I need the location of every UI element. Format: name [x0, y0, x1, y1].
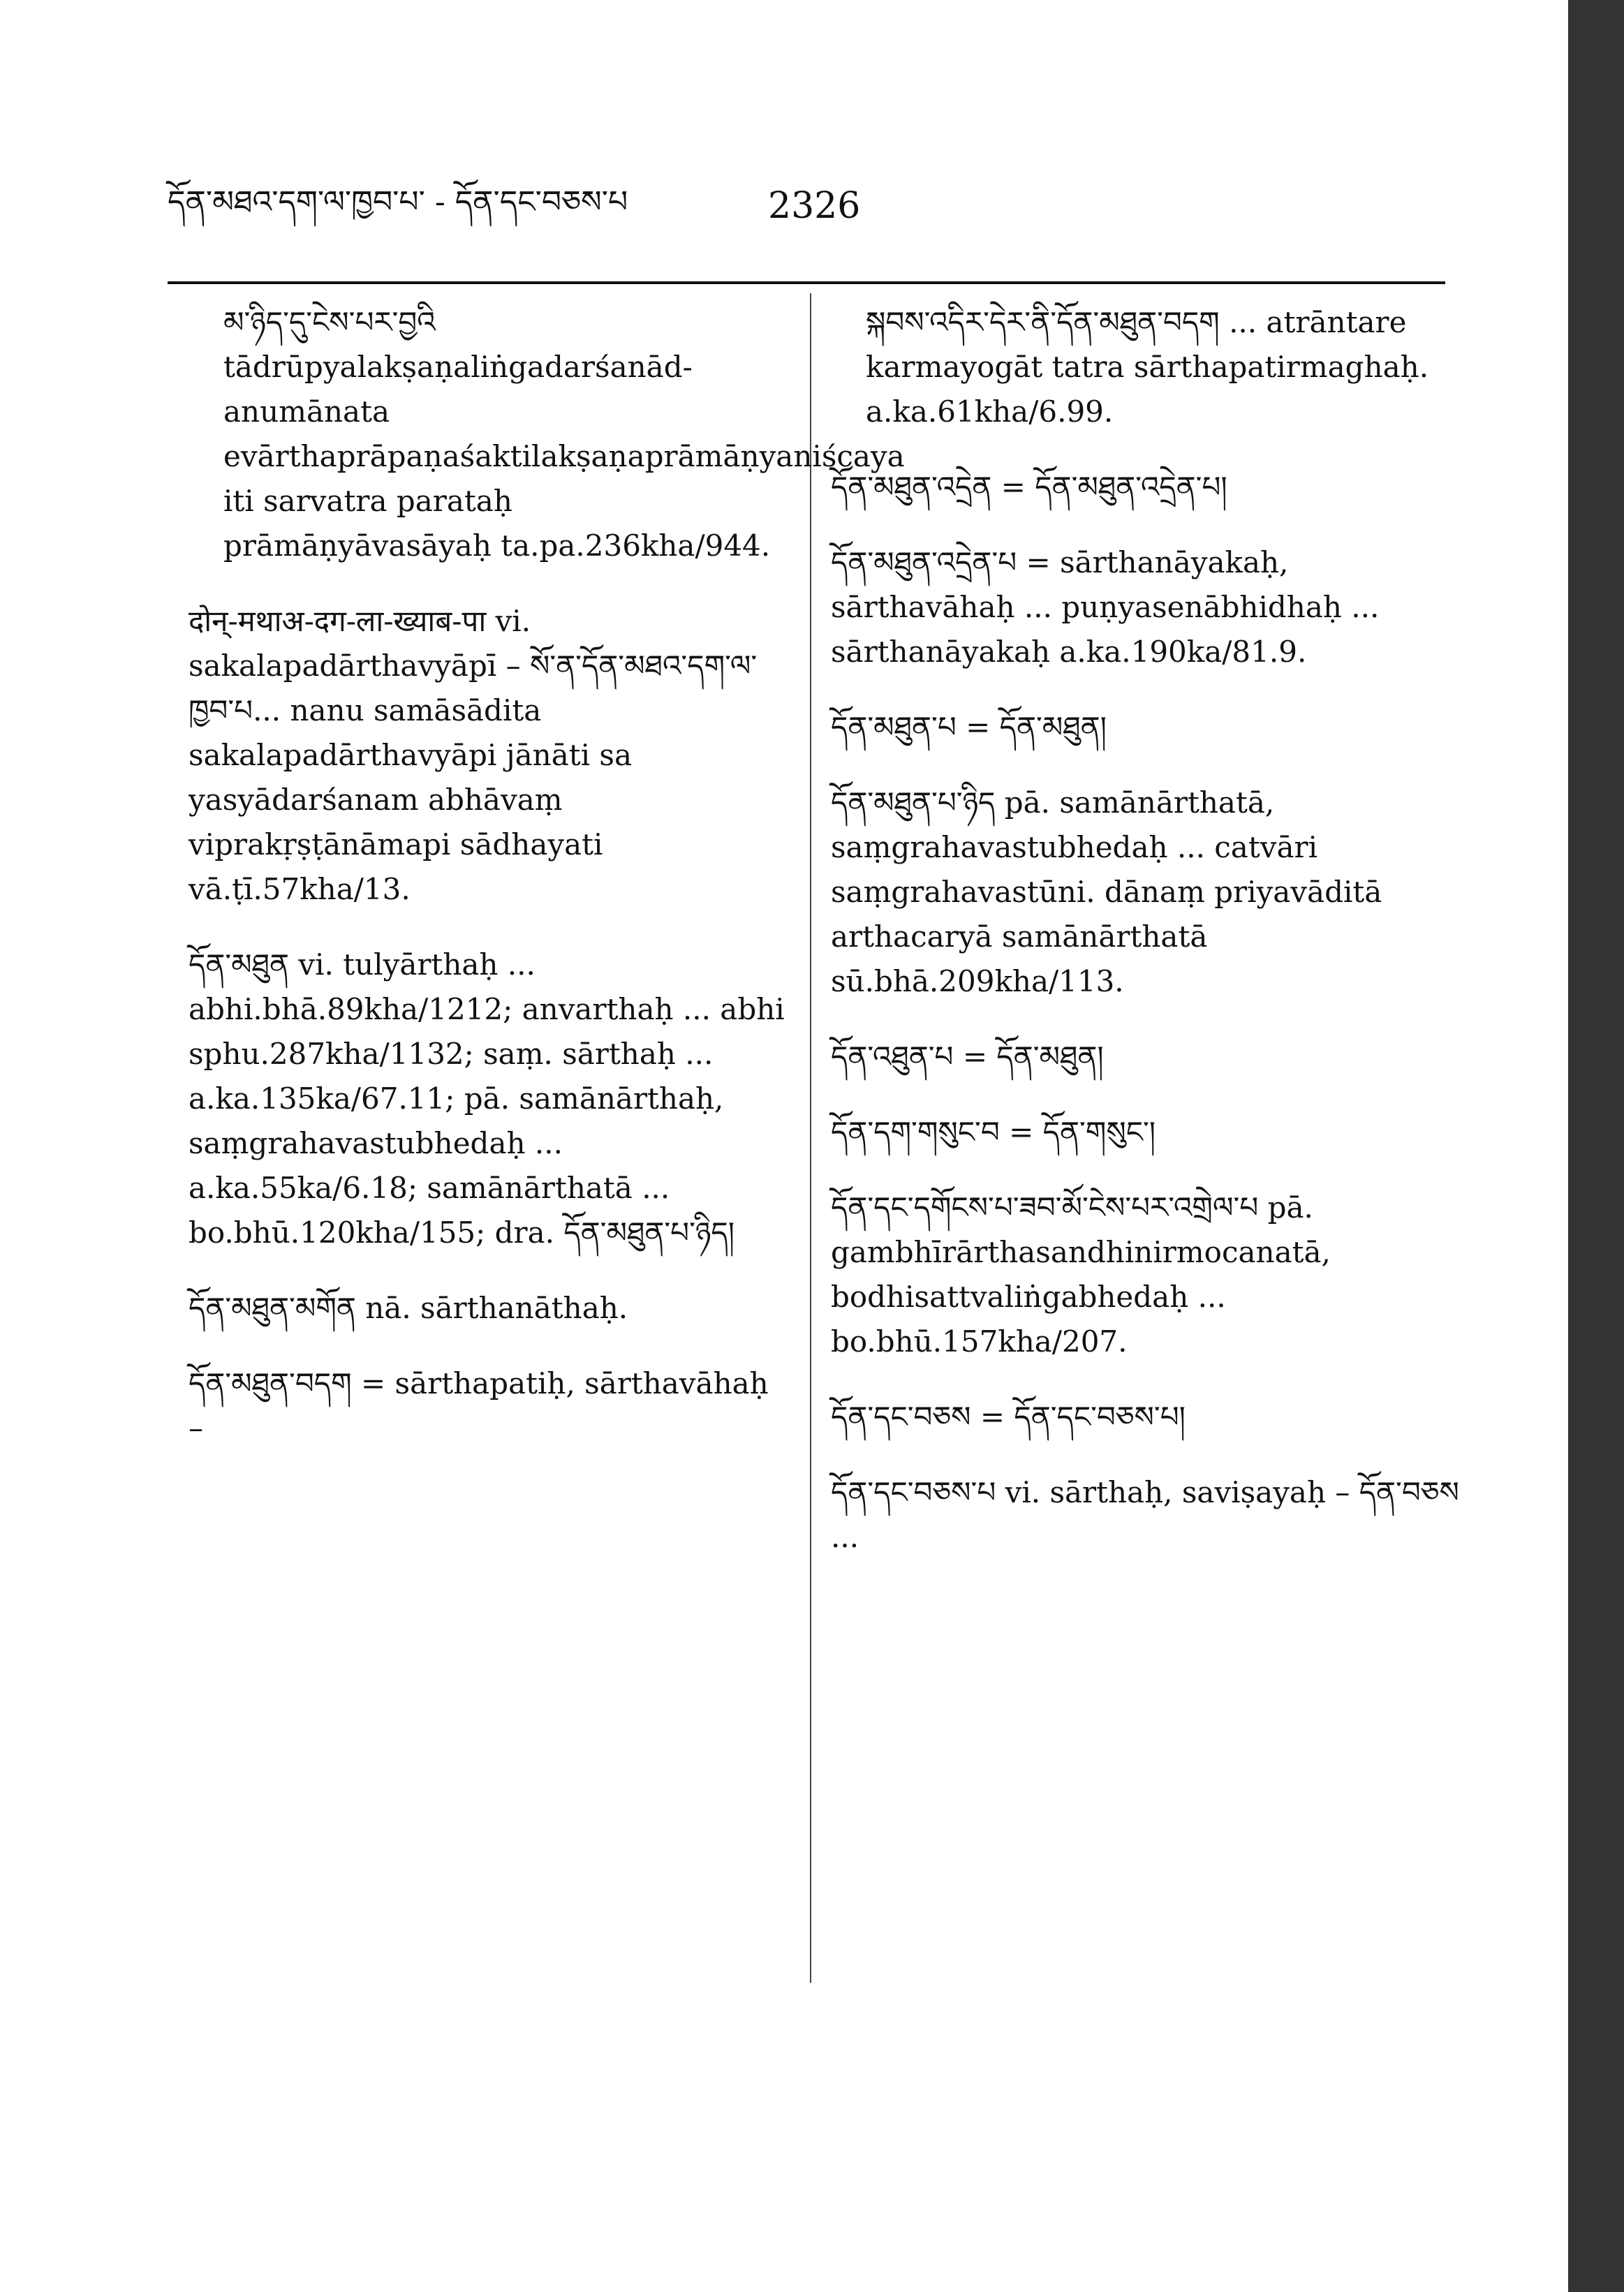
- running-header: དོན་མཐའ་དག་ལ་ཁྱབ་པ་ - དོན་དང་བཅས་པ: [168, 184, 628, 220]
- entry: དོན་དང་དགོངས་པ་ཟབ་མོ་ངེས་པར་འགྲེལ་པ pā. gambhīrārthasandhinirmocanatā, bodhisattvaliṅgabhedaḥ ... bo.bhū.157kha/207.: [831, 1190, 1331, 1359]
- header-rule: [168, 281, 1445, 284]
- entry: དོན་མཐུན་པ་ཉིད pā. samānārthatā, saṃgrahavastubhedaḥ ... catvāri saṃgrahavastūni. dānaṃ priyavāditā arthacaryā samānārthatā sū.bhā.209kha/113.: [831, 785, 1382, 998]
- left-column: [189, 300, 905, 1481]
- entry: དོན་མཐུན་བདག = sārthapatiḥ, sārthavāhaḥ –: [189, 1366, 769, 1445]
- entry: དོན་མཐུན་མགོན nā. sārthanāthaḥ.: [189, 1291, 628, 1325]
- entry: དོན་མཐུན vi. tulyārthaḥ ... abhi.bhā.89kha/1212; anvarthaḥ ... abhi sphu.287kha/1132; saṃ. sārthaḥ ... a.ka.135ka/67.11; pā. samānārthaḥ, saṃgrahavastubhedaḥ ... a.ka.55ka/6.18; samānārthatā ... bo.bhū.120kha/155; dra. དོན་མཐུན་པ་ཉིད།: [189, 947, 785, 1250]
- column-divider: [810, 293, 811, 1983]
- entry: དོན་མཐུན་འདྲེན = དོན་མཐུན་འདྲེན་པ།: [831, 470, 1227, 504]
- entry: དོན་འཐུན་པ = དོན་མཐུན།: [831, 1040, 1104, 1074]
- scan-edge: [1568, 0, 1624, 2292]
- entry: དོན་དང་བཅས་པ vi. sārthaḥ, saviṣayaḥ – དོན་བཅས ...: [831, 1475, 1459, 1554]
- right-column: [831, 300, 1466, 1590]
- entry-continuation: སྐབས་འདིར་དེར་ནི་དོན་མཐུན་བདག ... atrāntare karmayogāt tatra sārthapatirmaghaḥ. a.ka.61kha/6.99.: [866, 305, 1429, 429]
- entry: དོན་དག་གསུང་བ = དོན་གསུང་།: [831, 1115, 1156, 1149]
- entry-continuation: མ་ཉིད་དུ་ངེས་པར་བྱའི tādrūpyalakṣaṇaliṅgadarśanād-anumānata evārthaprāpaṇaśaktilakṣaṇaprāmāṇyaniścaya iti sarvatra parataḥ prāmāṇyāvasāyaḥ ta.pa.236kha/944.: [223, 305, 905, 563]
- entry: དོན་མཐུན་འདྲེན་པ = sārthanāyakaḥ, sārthavāhaḥ ... puṇyasenābhidhaḥ ... sārthanāyakaḥ a.ka.190ka/81.9.: [831, 545, 1380, 669]
- page-number: 2326: [768, 185, 861, 227]
- entry: दोन्-मथाअ-दग-ला-ख्याब-पा vi. sakalapadārthavyāpī – སོ་ན་དོན་མཐའ་དག་ལ་ཁྱབ་པ... nanu samāsādita sakalapadārthavyāpi jānāti sa yasyādarśanam abhāvaṃ viprakṛṣṭānāmapi sādhayati vā.ṭī.57kha/13.: [189, 604, 758, 906]
- entry: དོན་དང་བཅས = དོན་དང་བཅས་པ།: [831, 1400, 1186, 1434]
- entry: དོན་མཐུན་པ = དོན་མཐུན།: [831, 710, 1107, 744]
